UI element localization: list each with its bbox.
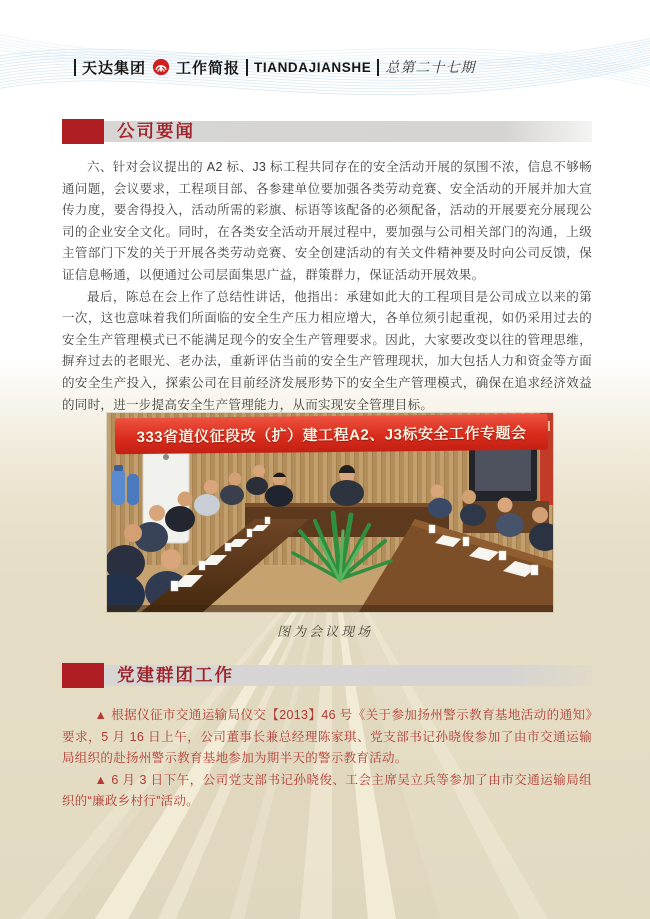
photo-banner <box>115 414 548 455</box>
news-paragraph: 最后，陈总在会上作了总结性讲话，他指出：承建如此大的工程项目是公司成立以来的第一次，这也意味着我们所面临的安全生产压力相应增大，各单位须引起重视，如仍采用过去的安全生产管理模式已不能满足现今的安全生产管理要求。因此，大家要改变以往的管理思维，摒弃过去的老眼光、老办法，重新评估当前的安全生产管理现状，加大包括人力和资金等方面的安全生产投入，探索公司在目前经济发展形势下的安全生产管理模式，确保在追求经济效益的同时，进一步提高安全生产管理能力，从而实现安全管理目标。 <box>62 289 592 412</box>
section-marker <box>62 663 104 688</box>
section-title: 党建群团工作 <box>117 665 234 685</box>
section-title: 公司要闻 <box>117 121 195 141</box>
party-paragraph: ▲ 6 月 3 日下午，公司党支部书记孙晓俊、工会主席吴立兵等参加了由市交通运输局组织的“廉政乡村行”活动。 <box>62 772 592 809</box>
bulletin-title: 工作简报 <box>176 59 241 77</box>
masthead-divider <box>74 59 76 76</box>
section-header-news <box>62 118 592 145</box>
masthead-divider <box>377 59 379 76</box>
photo-banner-text: 333省道仪征段改（扩）建工程A2、J3标安全工作专题会 <box>136 424 527 446</box>
section-marker <box>62 119 104 144</box>
party-paragraphs <box>62 705 592 813</box>
masthead <box>74 56 475 78</box>
romanized-title: TIANDAJIANSHE <box>254 59 372 75</box>
brand-name: 天达集团 <box>82 59 147 77</box>
news-paragraphs <box>62 157 592 416</box>
section-bar <box>104 665 592 686</box>
tianda-logo-icon <box>152 58 170 76</box>
section-header-party <box>62 662 592 689</box>
photo-caption: 图为会议现场 <box>276 624 373 639</box>
meeting-photo <box>107 413 553 612</box>
party-paragraph: ▲ 根据仪征市交通运输局仪交【2013】46 号《关于参加扬州警示教育基地活动的通知》要求，5 月 16 日上午，公司董事长兼总经理陈家琪、党支部书记孙晓俊参加了由市交通运输局组织的赴扬州警示教育基地参加为期半天的警示教育活动。 <box>62 708 592 766</box>
news-paragraph: 六、针对会议提出的 A2 标、J3 标工程共同存在的安全活动开展的氛围不浓，信息不够畅通问题，会议要求，工程项目部、各参建单位要加强各类劳动竞赛、安全活动的开展并加大宣传力度，要舍得投入，活动所需的彩旗、标语等该配备的必须配备，活动的开展要充分展现公司的企业安全文化。同时，在各类安全活动开展过程中，要加强与公司相关部门的沟通，上级主管部门下发的关于开展各类劳动竞赛、安全创建活动的有关文件精神要及时向公司反馈，保证信息畅通，以便通过公司层面集思广益，群策群力，保证活动开展效果。 <box>62 160 592 282</box>
issue-number: 总第二十七期 <box>385 61 476 76</box>
masthead-divider <box>246 59 248 76</box>
section-bar <box>104 121 592 142</box>
